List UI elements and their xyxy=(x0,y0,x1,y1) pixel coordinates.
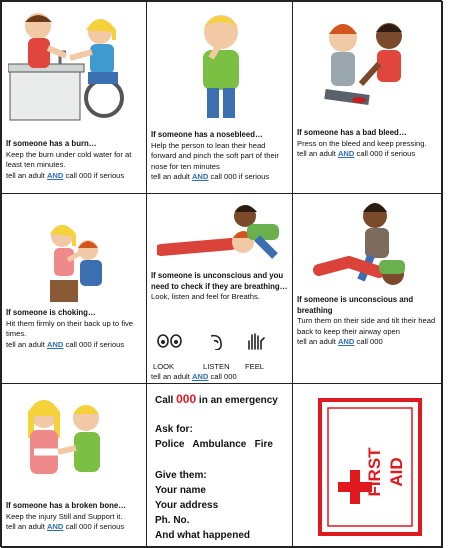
card-first-aid-sign xyxy=(292,383,443,548)
card-tell-adult: tell an adult AND call 000 if serious xyxy=(297,149,416,159)
ask-for-section xyxy=(155,422,288,452)
card-instruction: Turn them on their side and tilt their head back to keep their airway open xyxy=(297,316,436,336)
card-instruction: Press on the bleed and keep pressing. xyxy=(297,138,427,148)
hand-icon xyxy=(249,334,264,349)
card-tell-adult: tell an adult AND call 000 if serious xyxy=(6,170,125,180)
card-title: If someone is unconscious and you need to check if they are breathing… xyxy=(151,271,288,291)
card-title: If someone has a nosebleed… xyxy=(151,130,263,139)
give-item: Your address xyxy=(155,500,219,511)
feel-label: FEEL xyxy=(245,362,264,371)
bleed-illustration xyxy=(315,12,415,116)
senses-icons xyxy=(157,332,273,350)
card-emergency-info xyxy=(146,383,293,548)
card-tell-adult: tell an adult AND call 000 if serious xyxy=(151,172,270,182)
services-list: Police Ambulance Fire xyxy=(155,439,273,450)
card-tell-adult: tell an adult AND call 000 xyxy=(151,372,237,381)
card-check-breathing xyxy=(146,193,293,384)
eyes-icon xyxy=(158,335,181,347)
ask-for-label: Ask for: xyxy=(155,424,193,435)
card-recovery-position xyxy=(292,193,443,384)
card-instruction: Keep the injury Still and Support it. xyxy=(6,511,123,521)
choking-illustration xyxy=(36,220,116,308)
card-title: If someone is unconscious and breathing xyxy=(297,295,414,315)
card-tell-adult: tell an adult AND call 000 if serious xyxy=(6,339,125,349)
give-item: Your name xyxy=(155,485,206,496)
emergency-number: 000 xyxy=(176,392,197,406)
card-choking xyxy=(1,193,147,384)
look-label: LOOK xyxy=(153,362,175,371)
give-item: Ph. No. xyxy=(155,515,190,526)
card-instruction: Keep the burn under cold water for at least ten minutes. xyxy=(6,149,132,170)
ear-icon xyxy=(211,336,221,350)
recovery-position-illustration xyxy=(313,198,423,290)
first-aid-sign xyxy=(318,398,422,536)
first-aid-line1: FIRST xyxy=(365,447,384,497)
card-instruction: Look, listen and feel for Breaths. xyxy=(151,292,260,302)
first-aid-line2: AID xyxy=(387,457,406,487)
card-tell-adult: tell an adult AND call 000 xyxy=(297,337,383,347)
card-title: If someone has a burn… xyxy=(6,139,97,148)
card-title: If someone is choking… xyxy=(6,308,96,317)
card-broken-bone xyxy=(1,383,147,548)
card-bad-bleed xyxy=(292,1,443,194)
card-nosebleed xyxy=(146,1,293,194)
listen-label: LISTEN xyxy=(203,362,230,371)
senses-labels xyxy=(151,362,288,372)
card-title: If someone has a bad bleed… xyxy=(297,128,407,137)
card-tell-adult: tell an adult AND call 000 if serious xyxy=(6,522,125,532)
emergency-call-line: Call 000 in an emergency xyxy=(155,392,278,406)
broken-bone-illustration xyxy=(16,392,116,492)
card-instruction: Hit them firmly on their back up to five times. xyxy=(6,318,134,339)
card-title: If someone has a broken bone… xyxy=(6,501,127,510)
give-them-section xyxy=(155,468,288,543)
breathing-check-illustration xyxy=(157,202,285,264)
nosebleed-illustration xyxy=(183,8,259,124)
give-them-label: Give them: xyxy=(155,470,207,481)
card-burn xyxy=(1,1,147,194)
give-item: And what happened xyxy=(155,530,250,541)
card-instruction: Help the person to lean their head forward and pinch the soft part of their nose for ten minutes xyxy=(151,140,279,171)
burn-illustration xyxy=(8,8,140,126)
